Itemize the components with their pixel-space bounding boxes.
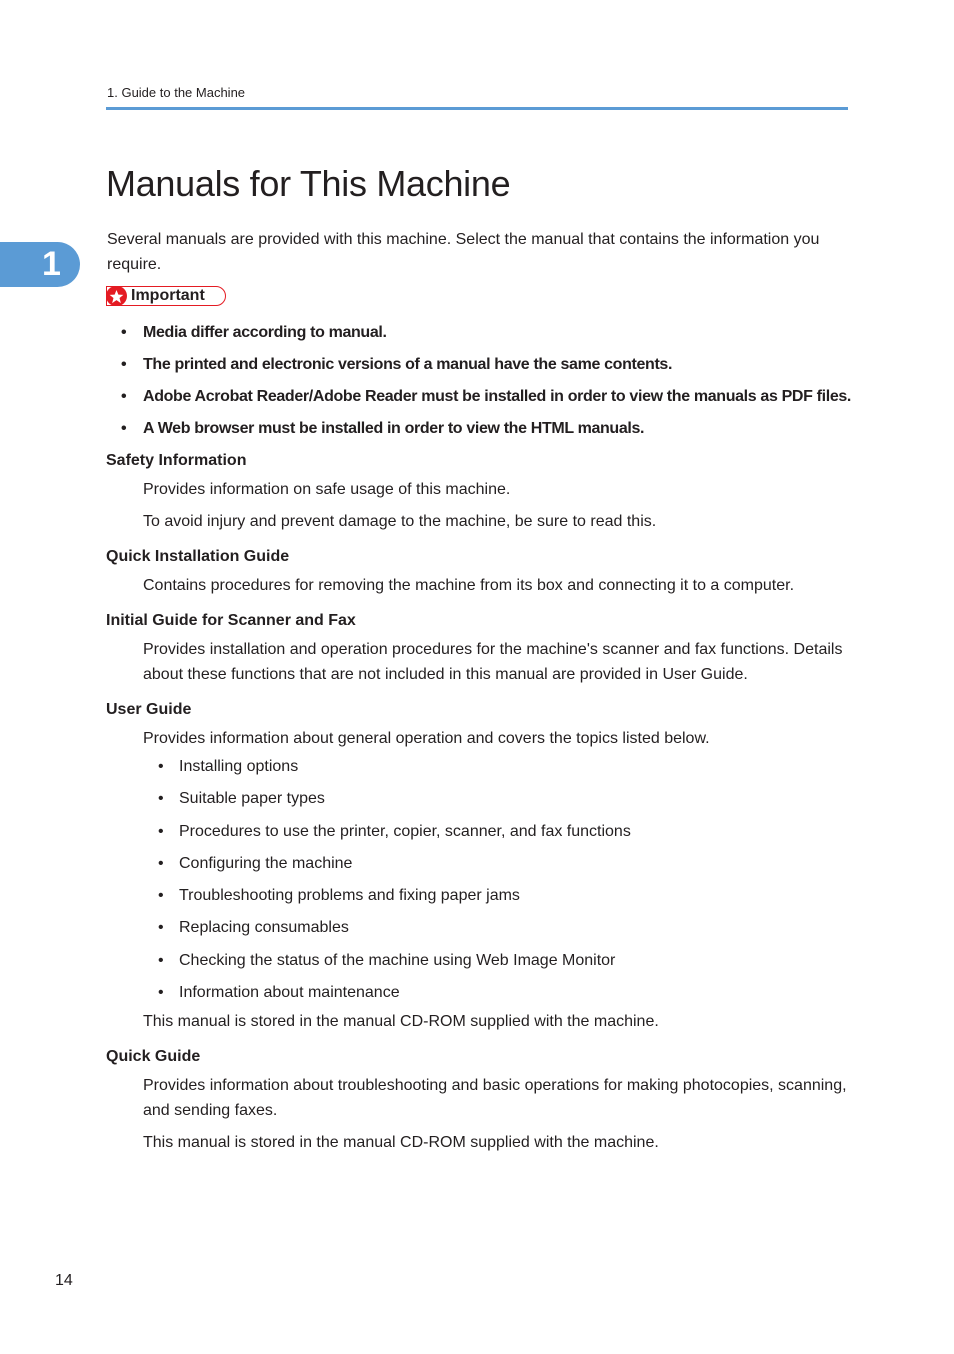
page-number: 14 [55,1272,73,1289]
list-item: • Configuring the machine [143,848,851,880]
section-title-user-guide: User Guide [106,701,192,718]
section-paragraph: This manual is stored in the manual CD-ROM supplied with the machine. [143,1134,659,1152]
breadcrumb: 1. Guide to the Machine [107,85,246,100]
list-item: • Checking the status of the machine using Web Image Monitor [143,945,851,977]
list-item: • Media differ according to manual. [106,317,851,349]
section-title-quick-installation: Quick Installation Guide [106,548,290,565]
section-title-safety: Safety Information [106,452,247,469]
user-guide-topics [143,751,851,1009]
list-item: • Troubleshooting problems and fixing paper jams [143,880,851,912]
section-paragraph: To avoid injury and prevent damage to the machine, be sure to read this. [143,513,657,530]
page-title: Manuals for This Machine [106,163,511,204]
list-item: • Replacing consumables [143,912,851,944]
list-item: • Procedures to use the printer, copier, scanner, and fax functions [143,816,851,848]
chapter-tab [0,242,80,287]
important-label: Important [131,287,205,304]
section-paragraph: Provides information on safe usage of this machine. [143,481,511,498]
section-paragraph: Provides information about general operation and covers the topics listed below. [143,730,710,747]
list-item: • A Web browser must be installed in order to view the HTML manuals. [106,413,851,445]
list-item: • The printed and electronic versions of a manual have the same contents. [106,349,851,381]
section-paragraph: Provides installation and operation procedures for the machine's scanner and fax functions. Details about these functions that are not included in this manual are provided in User Guide. [143,641,843,683]
list-item: • Adobe Acrobat Reader/Adobe Reader must be installed in order to view the manuals as PDF files. [106,381,851,413]
list-item: • Suitable paper types [143,783,851,815]
list-item: • Information about maintenance [143,977,851,1009]
header-divider [106,107,848,110]
star-icon [106,286,127,306]
section-title-initial-guide: Initial Guide for Scanner and Fax [106,612,356,629]
intro-paragraph: Several manuals are provided with this machine. Select the manual that contains the information you require. [107,231,820,273]
section-paragraph: This manual is stored in the manual CD-ROM supplied with the machine. [143,1013,659,1031]
important-list [106,317,851,445]
section-paragraph: Provides information about troubleshooting and basic operations for making photocopies, scanning, and sending faxes. [143,1077,847,1120]
main-content [106,317,851,1162]
section-title-quick-guide: Quick Guide [106,1048,201,1066]
list-item: • Installing options [143,751,851,783]
important-badge [106,286,226,306]
section-paragraph: Contains procedures for removing the machine from its box and connecting it to a computer. [143,577,795,594]
chapter-number: 1 [42,245,61,283]
